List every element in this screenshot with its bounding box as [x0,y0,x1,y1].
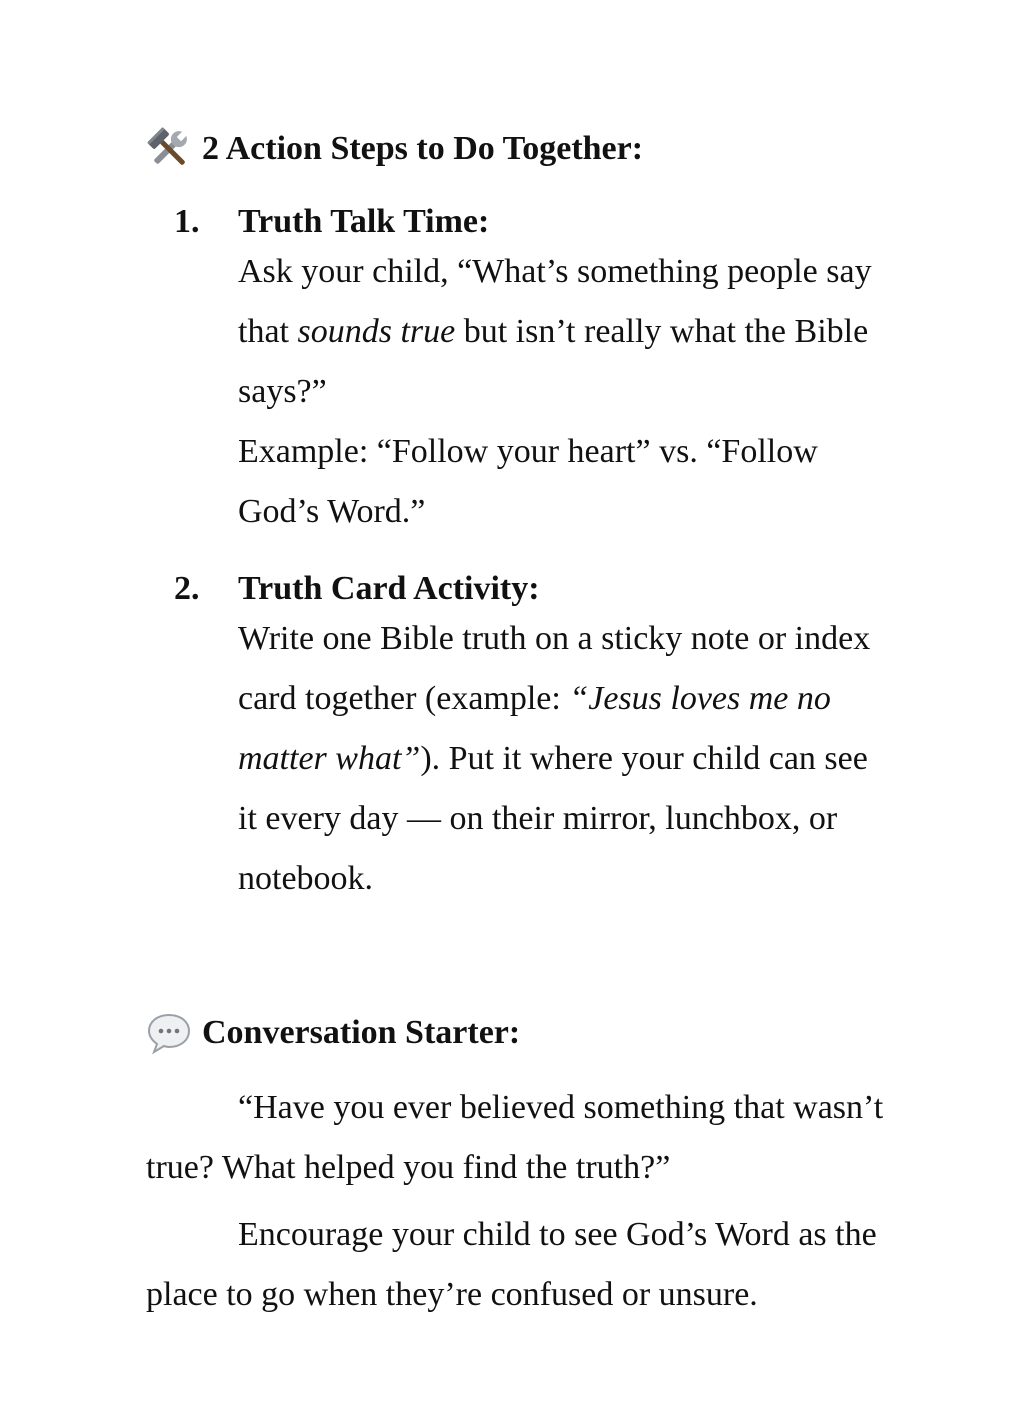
step-title: Truth Card Activity: [238,570,540,607]
step-1-text-b: but isn’t really what the Bible says?” [238,313,869,410]
speech-bubble-icon [146,1010,192,1056]
conversation-question-paragraph: “Have you ever believed something that wasn’t true? What helped you find the truth?” [146,1089,884,1186]
step-body [238,609,888,909]
step-number: 1. [174,203,200,240]
hammer-and-wrench-icon [146,126,192,172]
step-2-text-b: ). Put it where your child can see it every day — on their mirror, lunchbox, or notebook. [238,740,868,897]
step-1-emphasis: sounds true [297,313,456,350]
action-steps-heading [146,126,643,172]
step-number: 2. [174,570,200,607]
step-2-text-a: Write one Bible truth on a sticky note or index card together (example: [238,620,871,717]
encouragement-paragraph: Encourage your child to see God’s Word as the place to go when they’re confused or unsure. [146,1216,877,1313]
step-title: Truth Talk Time: [238,203,490,240]
step-2-paragraph [238,609,888,909]
step-2-emphasis: “Jesus loves me no matter what” [238,680,831,777]
conversation-starter-heading [146,1010,520,1056]
step-1-text-a: Ask your child, “What’s something people say that [238,253,872,350]
action-steps-heading-text: 2 Action Steps to Do Together: [202,130,644,167]
step-1-paragraph-example: Example: “Follow your heart” vs. “Follow God’s Word.” [238,433,818,530]
step-body [238,242,888,542]
step-1-paragraph-question [238,242,888,422]
conversation-starter-heading-text: Conversation Starter: [202,1014,521,1051]
